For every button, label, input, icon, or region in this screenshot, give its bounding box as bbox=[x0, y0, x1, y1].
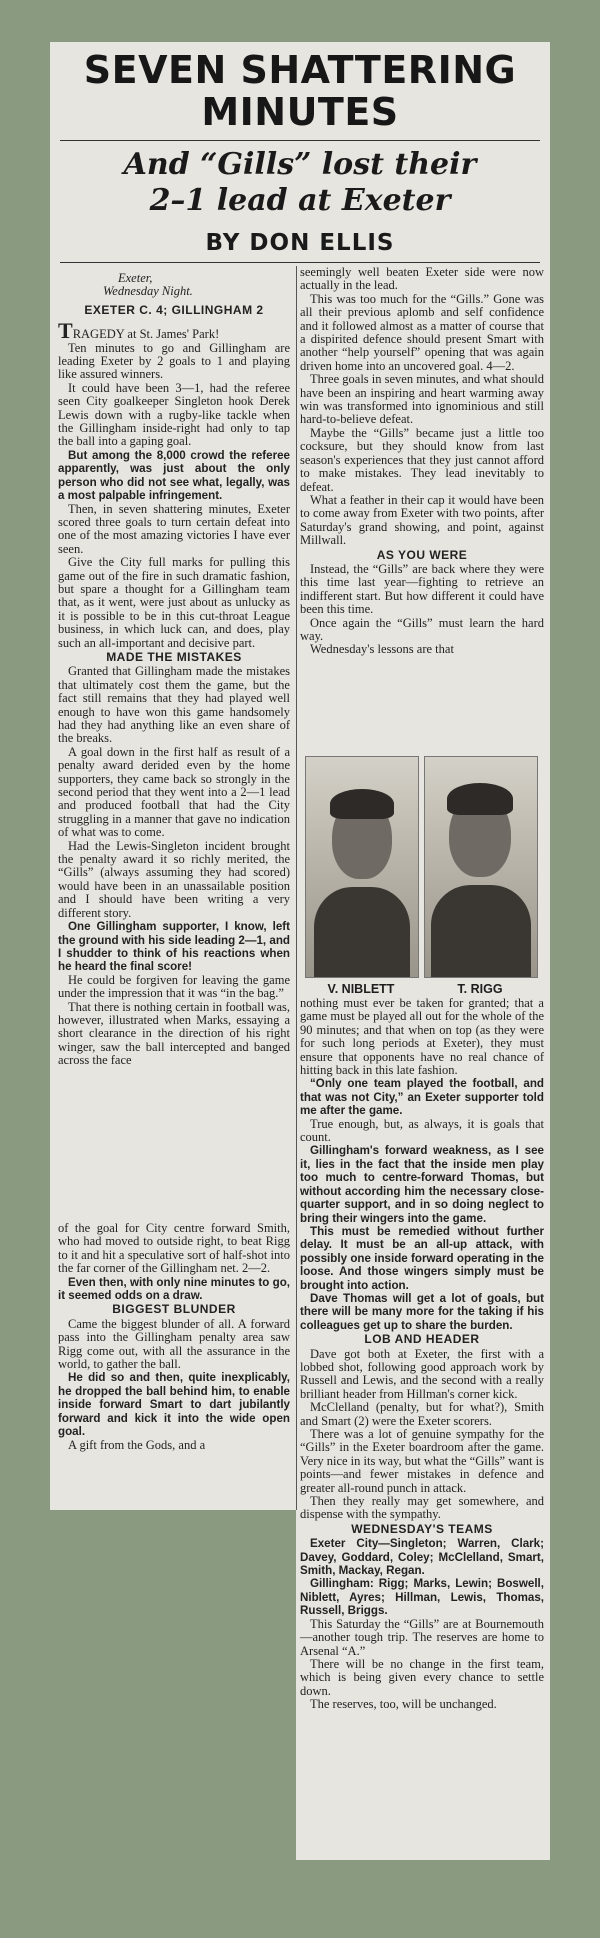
paragraph: Ten minutes to go and Gillingham are leading Exeter by 2 goals to 1 and playing like assured winners. bbox=[58, 340, 290, 382]
paragraph: What a feather in their cap it would have been to come away from Exeter with two points, after Saturday's grand showing, and point, against Millwall. bbox=[300, 492, 544, 548]
bold-paragraph: Gillingham's forward weakness, as I see it, lies in the fact that the inside men play too much to centre-forward Thomas, but without according him the necessary close-quarter support, and in so doing neglect to bring their wingers into the game. bbox=[300, 1144, 544, 1225]
section-heading: LOB AND HEADER bbox=[364, 1332, 480, 1347]
article-body-right-bottom bbox=[300, 997, 544, 1712]
bold-paragraph: Exeter City—Singleton; Warren, Clark; Davey, Goddard, Coley; McClelland, Smart, Smith, Mackay, Regan. bbox=[300, 1537, 544, 1578]
continued-paragraph: of the goal for City centre forward Smith, who had moved to outside right, to beat Rigg to it and hit a speculative sort of half-shot into the far corner of the Gillingham net. 2—2. bbox=[58, 1221, 290, 1276]
subheadline-line-2: 2–1 lead at Exeter bbox=[149, 183, 451, 218]
paragraph: Dave got both at Exeter, the first with a lobbed shot, following good approach work by Russell and Lewis, and the second with a really brilliant header from Hillman's corner kick. bbox=[300, 1346, 544, 1401]
continued-paragraph: seemingly well beaten Exeter side were now actually in the lead. bbox=[300, 265, 544, 293]
paragraph: True enough, but, as always, it is goals that count. bbox=[300, 1116, 544, 1145]
headline-line-1: SEVEN SHATTERING bbox=[83, 48, 517, 92]
paragraph: This was too much for the “Gills.” Gone was all their previous aplomb and self confidence and it followed almost as a matter of course that a dispirited defence should present Smart with another “help yourself” opening that was again driven home into an uncovered goal. 4—2. bbox=[300, 291, 544, 373]
paragraph: Instead, the “Gills” are back where they were this time last year—fighting to retrieve an indifferent start. But how different it could have been this time. bbox=[300, 561, 544, 617]
section-heading: WEDNESDAY'S TEAMS bbox=[351, 1521, 493, 1536]
paragraph: Three goals in seven minutes, and what should have been an inspiring and heart warming away win was transformed into ignominious and still hard-to-believe defeat. bbox=[300, 372, 544, 427]
paragraph: There was a lot of genuine sympathy for the “Gills” in the Exeter boardroom after the game. Very nice in its way, but what the “Gills” want is points—and fewer mistakes in defence and greater all-round punch in attack. bbox=[300, 1427, 544, 1495]
paragraph: A gift from the Gods, and a bbox=[68, 1437, 206, 1452]
paragraph: A goal down in the first half as result of a penalty award derided even by the home supporters, they came back so strongly in the second period that they went into a 2—1 lead and produced football that had the City struggling in a manner that gave no indication of what was to come. bbox=[58, 744, 290, 840]
bold-paragraph: This must be remedied without further delay. It must be an all-up attack, with possibly one inside forward operating in the loose. And those wingers simply must be brought into action. bbox=[300, 1224, 544, 1292]
bold-paragraph: He did so and then, quite inexplicably, he dropped the ball behind him, to enable inside forward Smart to dart jubilantly forward and kick it into the wide open goal. bbox=[58, 1371, 290, 1439]
section-heading: BIGGEST BLUNDER bbox=[112, 1302, 236, 1317]
paragraph: Once again the “Gills” must learn the hard way. bbox=[300, 615, 544, 643]
dateline-place: Exeter, bbox=[118, 271, 153, 285]
paragraph: Then they really may get somewhere, and dispense with the sympathy. bbox=[300, 1494, 544, 1522]
player-photo-rigg bbox=[424, 756, 538, 978]
photo-caption-rigg: T. RIGG bbox=[457, 982, 503, 996]
paragraph: It could have been 3—1, had the referee seen City goalkeeper Singleton hook Derek Lewis down with a rugby-like tackle when the Gillingham inside-right had only to tap the ball into a gaping goal. bbox=[58, 380, 290, 449]
paragraph: Came the biggest blunder of all. A forward pass into the Gillingham penalty area saw Rigg come out, with all the assurance in the world, to gather the ball. bbox=[58, 1316, 290, 1372]
paragraph: Wednesday's lessons are that bbox=[310, 642, 454, 657]
section-heading: AS YOU WERE bbox=[376, 547, 468, 562]
drop-cap: T bbox=[58, 318, 73, 344]
paragraph: He could be forgiven for leaving the game under the impression that it was “in the bag.” bbox=[58, 972, 290, 1001]
paragraph: Maybe the “Gills” became just a little too cocksure, but they should know from last season's experiences that they just cannot afford to make mistakes. They lead inevitably to defeat. bbox=[300, 425, 544, 494]
subheadline-line-1: And “Gills” lost their bbox=[123, 147, 477, 182]
section-heading: MADE THE MISTAKES bbox=[106, 649, 242, 664]
byline-rule bbox=[60, 262, 540, 263]
lead-paragraph bbox=[58, 318, 290, 344]
bold-paragraph: Gillingham: Rigg; Marks, Lewin; Boswell, Niblett, Ayres; Hillman, Lewis, Thomas, Russell, Briggs. bbox=[300, 1577, 544, 1618]
bold-paragraph: One Gillingham supporter, I know, left the ground with his side leading 2—1, and I shudder to think of his reactions when he heard the final score! bbox=[58, 920, 290, 974]
score-line: EXETER C. 4; GILLINGHAM 2 bbox=[84, 302, 264, 317]
paragraph: That there is nothing certain in football was, however, illustrated when Marks, essaying a short clearance in the direction of his right winger, saw the ball intercepted and banged across the face bbox=[58, 999, 290, 1068]
photo-caption-niblett: V. NIBLETT bbox=[327, 982, 395, 996]
lead-text: RAGEDY at St. James' Park! bbox=[72, 327, 220, 342]
headline-line-2: MINUTES bbox=[201, 90, 399, 134]
headline-rule bbox=[60, 140, 540, 141]
column-divider bbox=[296, 266, 297, 1510]
bold-paragraph: Dave Thomas will get a lot of goals, but there will be many more for the taking if his colleagues get up to share the burden. bbox=[300, 1291, 544, 1332]
article-body-right-top bbox=[300, 266, 544, 657]
paragraph: The reserves, too, will be unchanged. bbox=[310, 1697, 497, 1712]
paragraph: Had the Lewis-Singleton incident brought the penalty award it so richly merited, the “Gills” (always assuming they had scored) would have been in an unassailable position and I should have been writing a very different story. bbox=[58, 838, 290, 920]
bold-paragraph: Even then, with only nine minutes to go, it seemed odds on a draw. bbox=[58, 1275, 290, 1303]
bold-paragraph: “Only one team played the football, and that was not City,” an Exeter supporter told me after the game. bbox=[300, 1077, 544, 1118]
paragraph: This Saturday the “Gills” are at Bournemouth—another tough trip. The reserves are home to Arsenal “A.” bbox=[300, 1616, 544, 1658]
article-column-left-top bbox=[58, 272, 290, 1068]
article-column-right-bottom bbox=[300, 997, 544, 1712]
paragraph: Granted that Gillingham made the mistakes that ultimately cost them the game, but the fact still remains that they had played well enough to have won this game handsomely had they had anything like an even share of the breaks. bbox=[58, 664, 290, 746]
article-body-left-top bbox=[58, 318, 290, 1068]
article-body-left-bottom bbox=[58, 1222, 290, 1452]
paragraph: Give the City full marks for pulling this game out of the fire in such dramatic fashion, but spare a thought for a Gillingham team that, as it went, were just about as unlucky as it is possible to be in this cut-throat League business, in which luck can, and does, play such an all-important and decisive part. bbox=[58, 555, 290, 650]
article-column-right-top bbox=[300, 266, 544, 657]
paragraph: There will be no change in the first team, which is being given every chance to settle down. bbox=[300, 1656, 544, 1698]
article-column-left-bottom bbox=[58, 1222, 290, 1452]
paragraph: McClelland (penalty, but for what?), Smith and Smart (2) were the Exeter scorers. bbox=[300, 1400, 544, 1428]
byline: BY DON ELLIS bbox=[205, 230, 395, 256]
dateline-day: Wednesday Night. bbox=[103, 284, 193, 299]
paragraph: Then, in seven shattering minutes, Exeter scored three goals to turn certain defeat into one of the most amazing victories I have ever seen. bbox=[58, 501, 290, 556]
player-photo-niblett bbox=[305, 756, 419, 978]
continued-paragraph: nothing must ever be taken for granted; that a game must be played all out for the whole of the 90 minutes; and that when on top (as they were for such long periods at Exeter), they must ensure that opponents have no real chance of hitting back in this late fashion. bbox=[300, 996, 544, 1078]
bold-paragraph: But among the 8,000 crowd the referee apparently, was just about the only person who did not see what, legally, was a most palpable infringement. bbox=[58, 448, 290, 503]
